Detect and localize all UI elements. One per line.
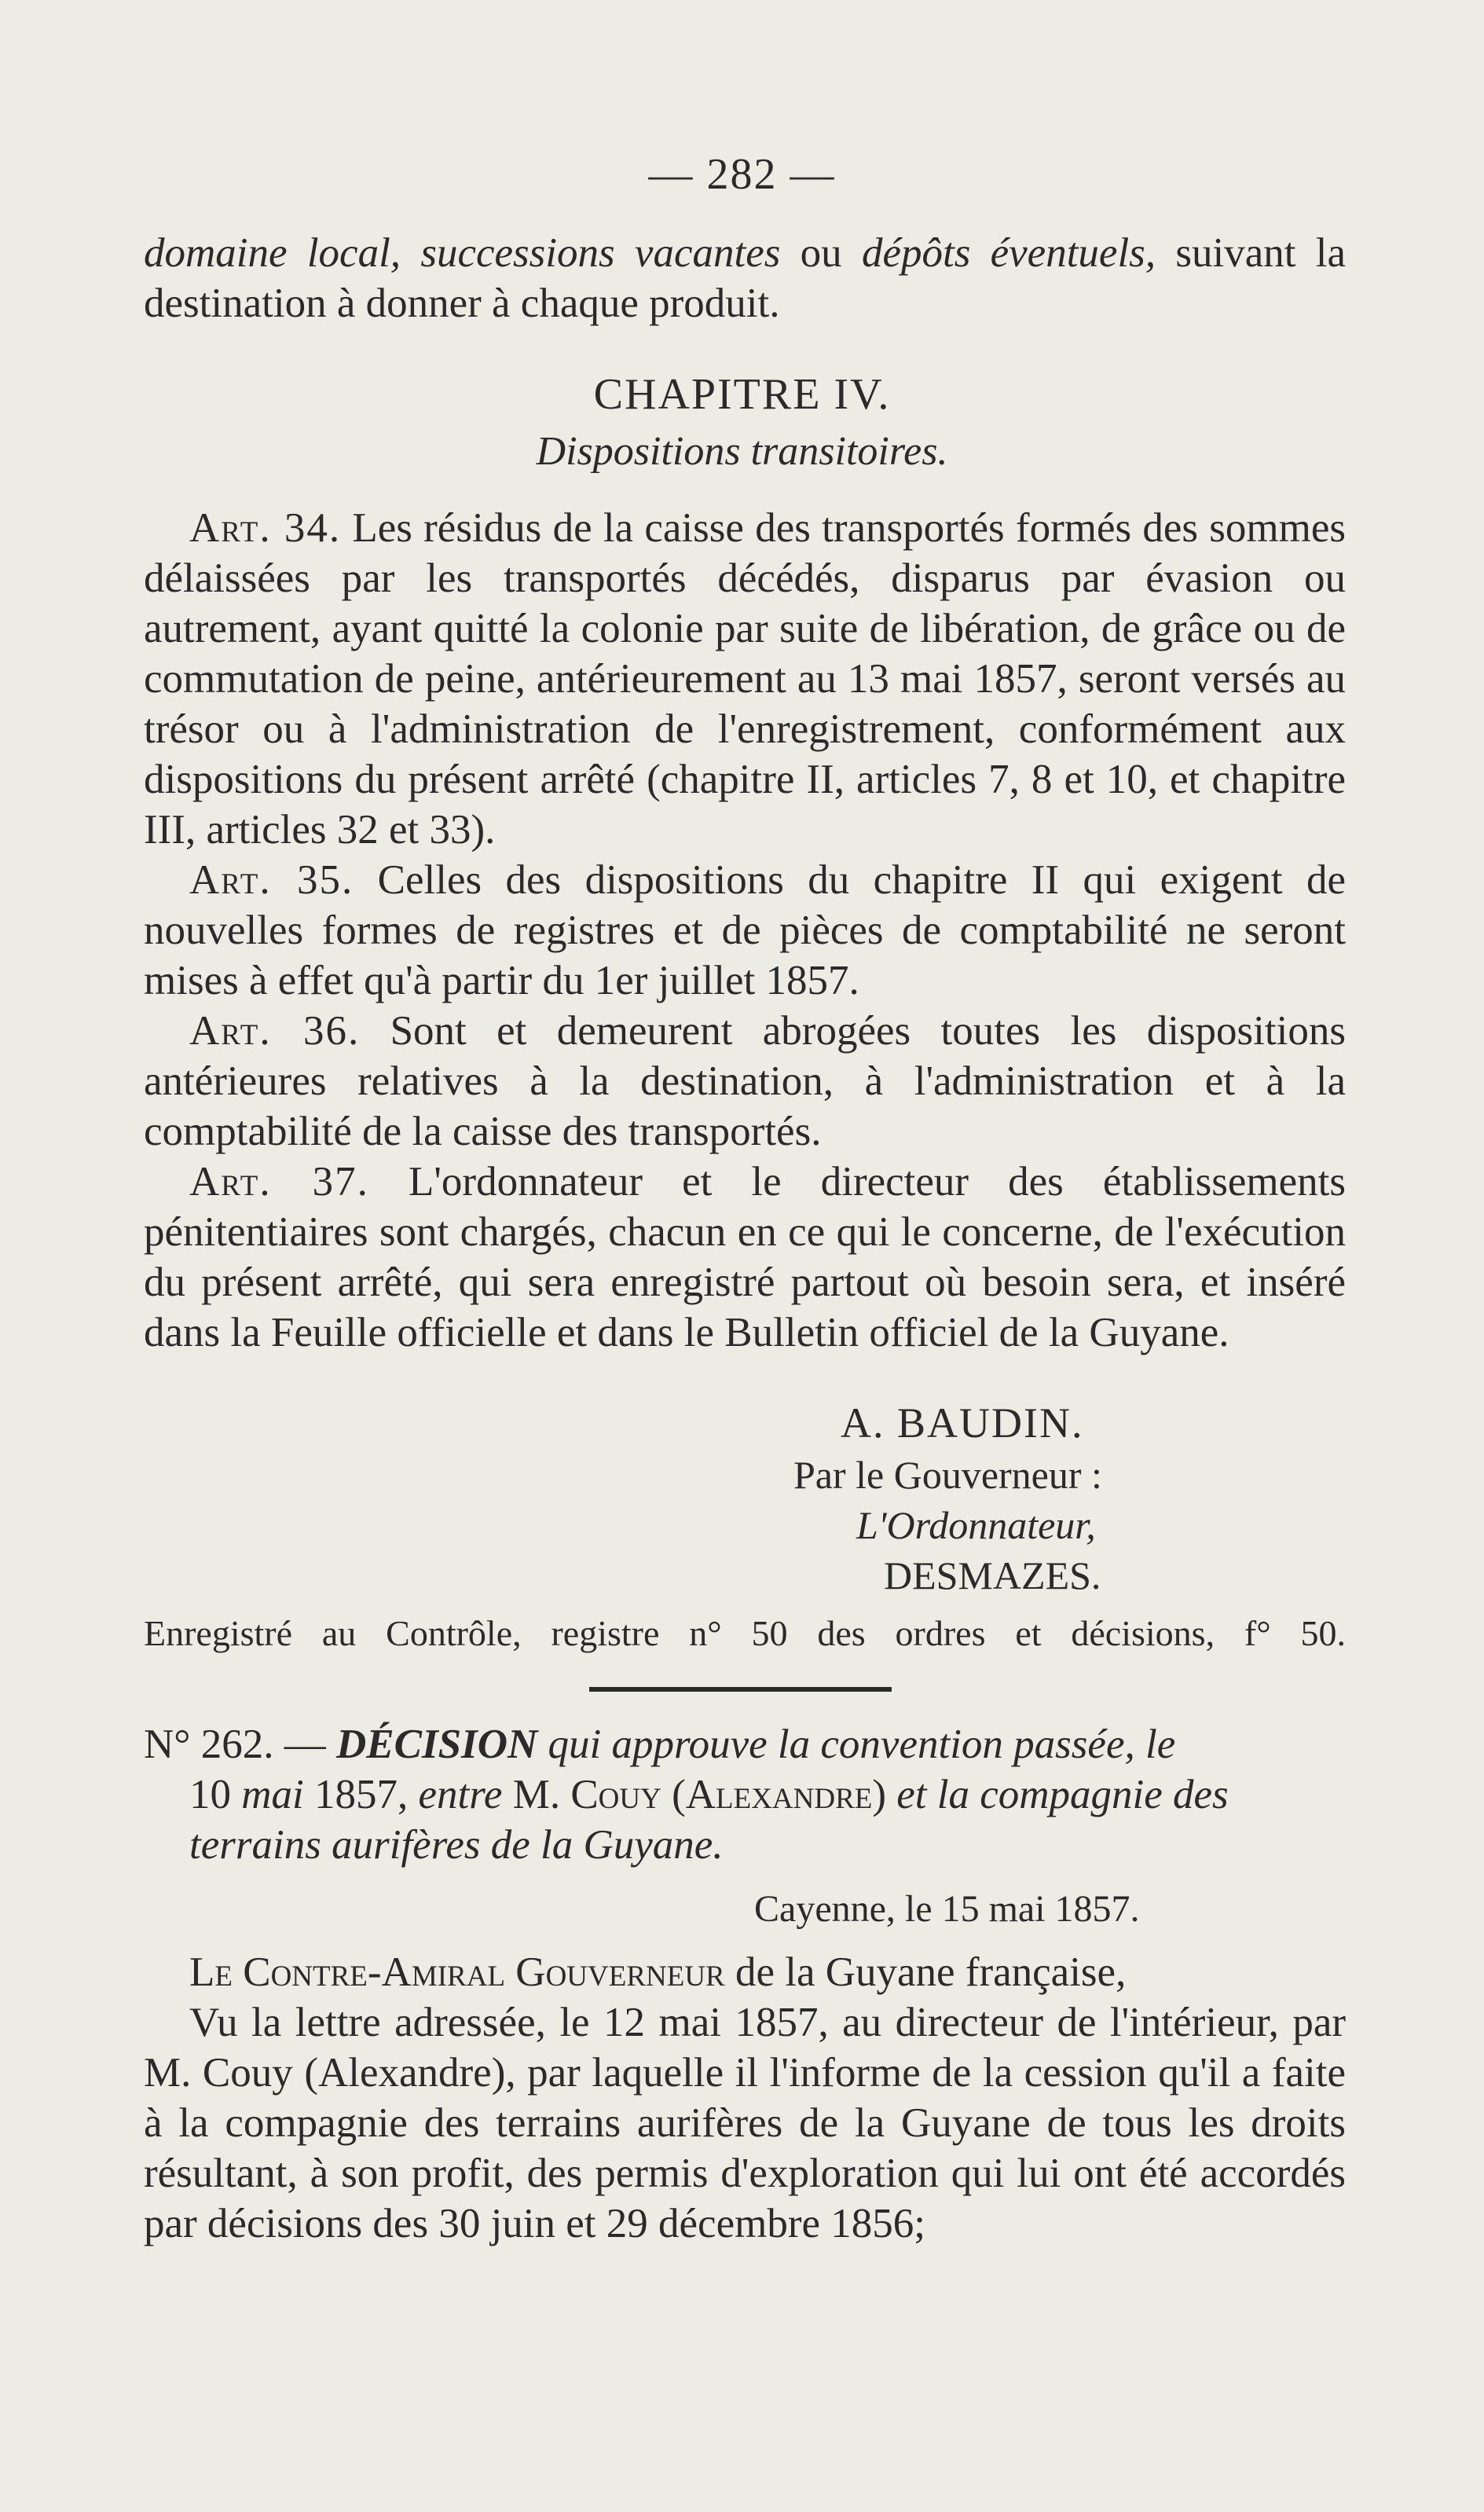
preamble-governor-rest: de la Guyane française, [724,1949,1127,1995]
preamble-governor: Le Contre-Amiral Gouverneur [189,1949,725,1995]
article-label: Art. 35. [189,857,354,903]
chapter-title: CHAPITRE IV. [593,370,891,419]
articles-block [144,503,1346,1358]
preamble-vu: Vu la lettre adressée, le 12 mai 1857, au directeur de l'intérieur, par M. Couy (Alexandre), par laquelle il l'informe de la cession qu'il a faite à la compagnie des terrains aurifères de la Guyane de tous les droits résultant, à son profit, des permis d'exploration qui lui ont été accordés par décisions des 30 juin et 29 décembre 1856; [144,2000,1346,2246]
chapter-subtitle: Dispositions transitoires. [536,429,948,474]
signature-role: L'Ordonnateur, [856,1503,1096,1547]
preamble [144,1947,1346,2249]
article-text: Celles des dispositions du chapitre II qui exigent de nouvelles formes de registres et de pièces de comptabilité ne seront mises à effet qu'à partir du 1er juillet 1857. [144,857,1346,1003]
signature-name: A. BAUDIN. [841,1399,1084,1447]
intro-plain-1: ou [780,230,862,276]
article-text: L'ordonnateur et le directeur des établissements pénitentiaires sont chargés, chacun en ce qui le concerne, de l'exécution du présent arrêté, qui sera enregistré partout où besoin sera, et inséré dans la Feuille officielle et dans le Bulletin officiel de la Guyane. [144,1159,1346,1355]
decision-rest-1: qui approuve la convention passée, le [537,1722,1176,1767]
article-text: Sont et demeurent abrogées toutes les dispositions antérieures relatives à la destination, à l'administration et à la comptabilité de la caisse des transportés. [144,1008,1346,1154]
registration-note: Enregistré au Contrôle, registre n° 50 des ordres et décisions, f° 50. [144,1613,1346,1653]
article-35 [144,855,1346,1006]
article-label: Art. 37. [189,1159,369,1205]
intro-italic-2: dépôts éventuels, [861,230,1156,276]
decision-person: M. Couy (Alexandre) [512,1772,887,1817]
article-34 [144,503,1346,855]
decision-heading [144,1719,1346,1870]
intro-italic-1: domaine local, successions vacantes [144,230,781,276]
article-text: Les résidus de la caisse des transportés formés des sommes délaissées par les transportés décédés, disparus par évasion ou autrement, ayant quitté la colonie par suite de libération, de grâce ou de commutation de peine, antérieurement au 13 mai 1857, seront versés au trésor ou à l'administration de l'enregistrement, conformément aux dispositions du présent arrêté (chapitre II, articles 7, 8 et 10, et chapitre III, articles 32 et 33). [144,505,1346,853]
intro-paragraph [144,228,1346,328]
decision-date-num: 10 [189,1772,231,1817]
decision-rest-3: terrains aurifères de la Guyane. [189,1822,724,1868]
intro-plain-2: suivant la destination à donner à chaque produit. [144,230,1346,326]
section-divider [589,1687,892,1692]
decision-rest-2a: mai [231,1772,314,1817]
article-36 [144,1006,1346,1157]
decision-title: DÉCISION [335,1722,538,1767]
article-label: Art. 34. [189,505,342,551]
signature-by: Par le Gouverneur : [793,1453,1102,1497]
decision-rest-2c: et la compagnie des [886,1772,1229,1817]
signature-signer: DESMAZES. [884,1553,1101,1597]
article-37 [144,1157,1346,1358]
decision-rest-2b: entre [408,1772,513,1817]
place-date: Cayenne, le 15 mai 1857. [754,1888,1140,1930]
page-number: — 282 — [648,150,836,199]
article-label: Art. 36. [189,1008,361,1054]
decision-number: N° 262. [144,1722,274,1767]
decision-dash: — [273,1722,336,1767]
decision-year: 1857, [314,1772,409,1817]
